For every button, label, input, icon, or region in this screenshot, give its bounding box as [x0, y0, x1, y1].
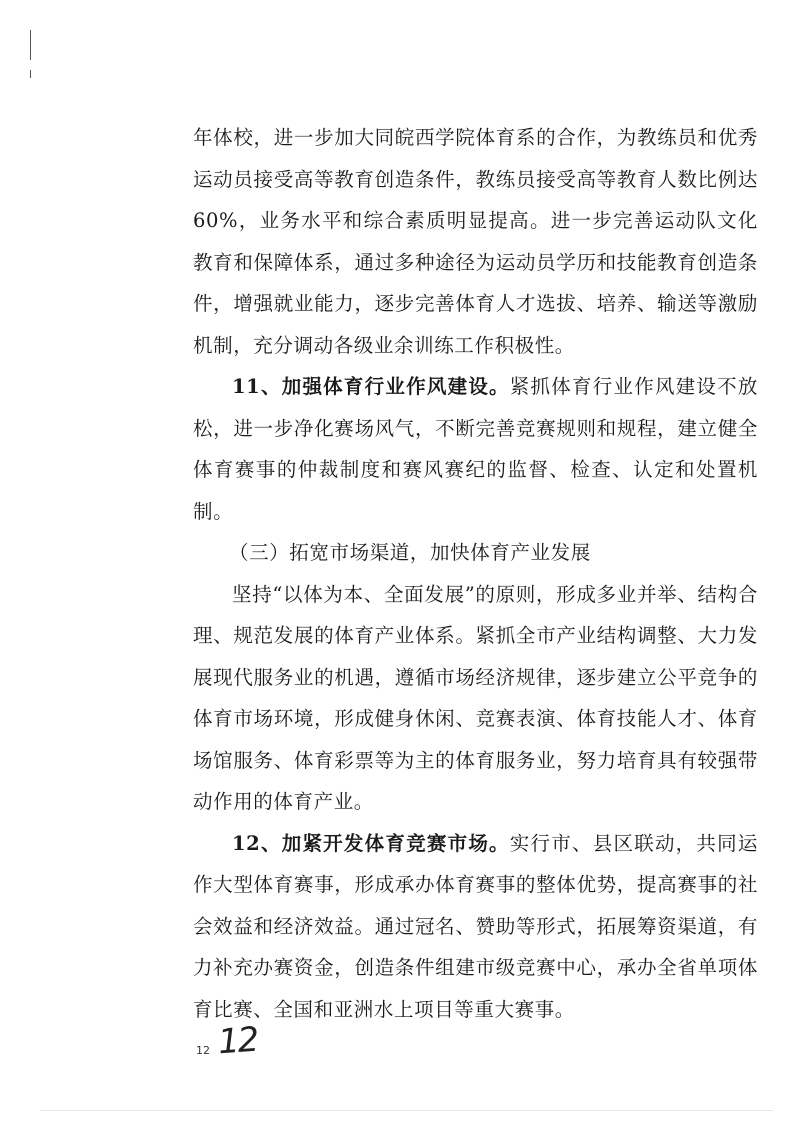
- paragraph-principle: 坚持“以体为本、全面发展”的原则，形成多业并举、结构合理、规范发展的体育产业体系。紧抓全市产业结构调整、大力发展现代服务业的机遇，遵循市场经济规律，逐步建立公平竞争的体育市场环境，形成健身休闲、竞赛表演、体育技能人才、体育场馆服务、体育彩票等为主的体育服务业，努力培育具有较强带动作用的体育产业。: [193, 582, 758, 813]
- paragraph-continuation: 年体校，进一步加大同皖西学院体育系的合作，为教练员和优秀运动员接受高等教育创造条件，教练员接受高等教育人数比例达 60%，业务水平和综合素质明显提高。进一步完善运动队文化教育和保障体系，通过多种途径为运动员学历和技能教育创造条件，增强就业能力，逐步完善体育人才选拔、培养、输送等激励机制，充分调动各级业余训练工作积极性。: [193, 126, 758, 357]
- page-number: 12: [196, 1044, 210, 1057]
- handwritten-page-number: 12: [216, 1019, 259, 1063]
- section-heading: （三）拓宽市场渠道，加快体育产业发展: [229, 541, 591, 564]
- scan-edge-mark-small: [30, 70, 31, 78]
- page-footer: [196, 1019, 259, 1063]
- paragraph-item-11: [193, 366, 758, 532]
- item-11-title: 11、加强体育行业作风建设。: [232, 375, 510, 398]
- scan-bottom-edge: [40, 1110, 773, 1111]
- item-11-body: 紧抓体育行业作风建设不放松，进一步净化赛场风气，不断完善竞赛规则和规程，建立健全体育赛事的仲裁制度和赛风赛纪的监督、检查、认定和处置机制。: [193, 375, 758, 523]
- item-12-title: 12、加紧开发体育竞赛市场。: [232, 831, 510, 855]
- scan-edge-mark: [30, 30, 31, 60]
- document-body: [193, 117, 758, 1030]
- item-12-body: 实行市、县区联动，共同运作大型体育赛事，形成承办体育赛事的整体优势，提高赛事的社会效益和经济效益。通过冠名、赞助等形式，拓展筹资渠道，有力补充办赛资金，创造条件组建市级竞赛中心，承办全省单项体育比赛、全国和亚洲水上项目等重大赛事。: [193, 831, 758, 1021]
- paragraph-item-12: [193, 823, 758, 1031]
